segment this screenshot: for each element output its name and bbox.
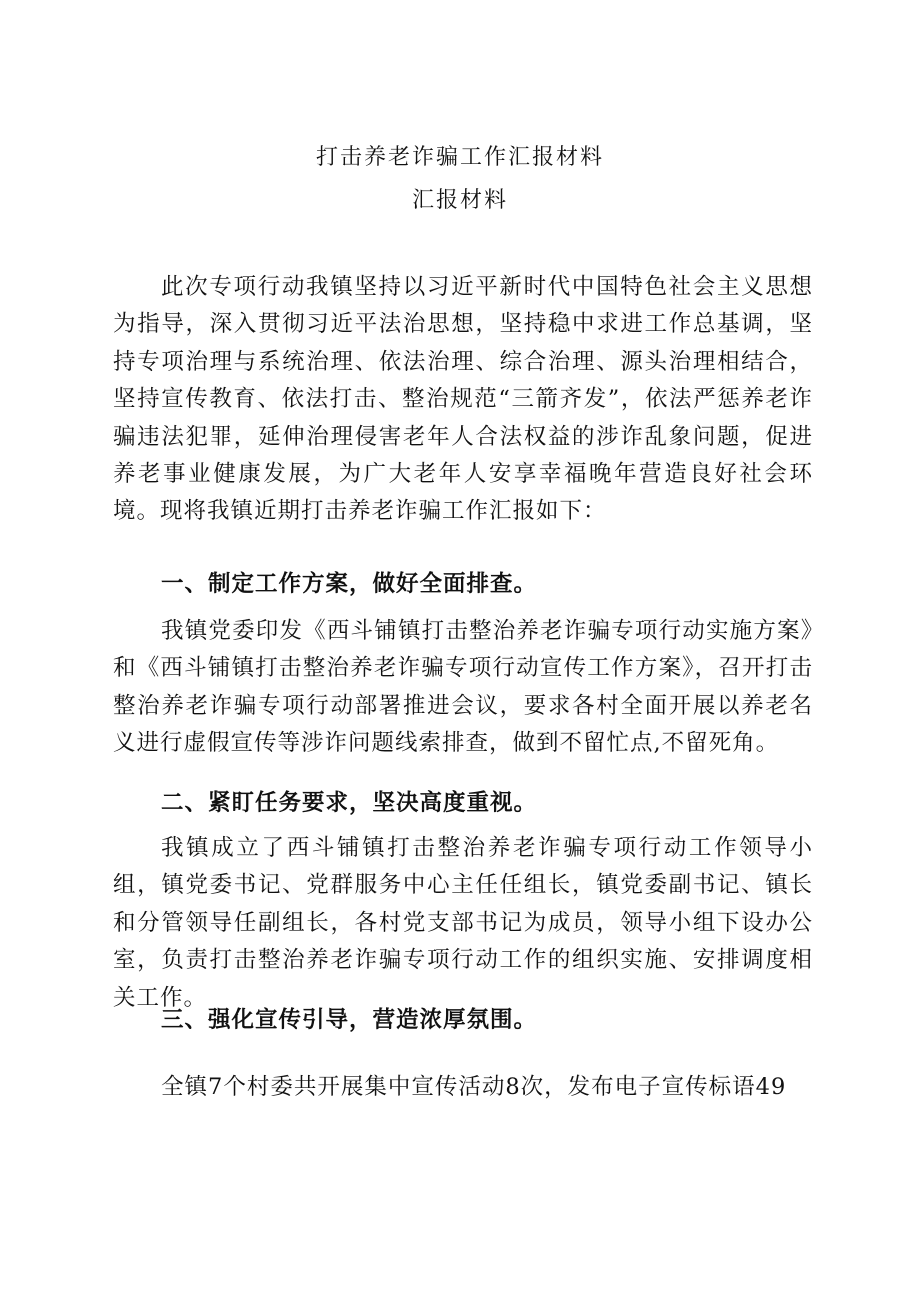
- section-heading-3: 三、强化宣传引导，营造浓厚氛围。: [161, 1007, 538, 1033]
- intro-paragraph: 此次专项行动我镇坚持以习近平新时代中国特色社会主义思想为指导，深入贯彻习近平法治思想，坚持稳中求进工作总基调，坚持专项治理与系统治理、依法治理、综合治理、源头治理相结合，坚持宣传教育、依法打击、整治规范“三箭齐发”，依法严惩养老诈骗违法犯罪，延伸治理侵害老年人合法权益的涉诈乱象问题，促进养老事业健康发展，为广大老年人安享幸福晚年营造良好社会环境。现将我镇近期打击养老诈骗工作汇报如下：: [113, 274, 813, 525]
- document-subtitle: 汇报材料: [411, 188, 508, 213]
- section-heading-1: 一、制定工作方案，做好全面排查。: [161, 571, 538, 597]
- document-title: 打击养老诈骗工作汇报材料: [315, 145, 604, 170]
- section-body-2: 我镇成立了西斗铺镇打击整治养老诈骗专项行动工作领导小组，镇党委书记、党群服务中心主任任组长，镇党委副书记、镇长和分管领导任副组长，各村党支部书记为成员，领导小组下设办公室，负责打击整治养老诈骗专项行动工作的组织实施、安排调度相关工作。: [113, 835, 813, 1011]
- section-heading-2: 二、紧盯任务要求，坚决高度重视。: [161, 790, 538, 816]
- section-body-1: 我镇党委印发《西斗铺镇打击整治养老诈骗专项行动实施方案》和《西斗铺镇打击整治养老诈骗专项行动宣传工作方案》，召开打击整治养老诈骗专项行动部署推进会议，要求各村全面开展以养老名义进行虚假宣传等涉诈问题线索排查，做到不留忙点,不留死角。: [113, 618, 813, 757]
- section-body-3: 全镇7个村委共开展集中宣传活动8次，发布电子宣传标语49: [161, 1074, 787, 1100]
